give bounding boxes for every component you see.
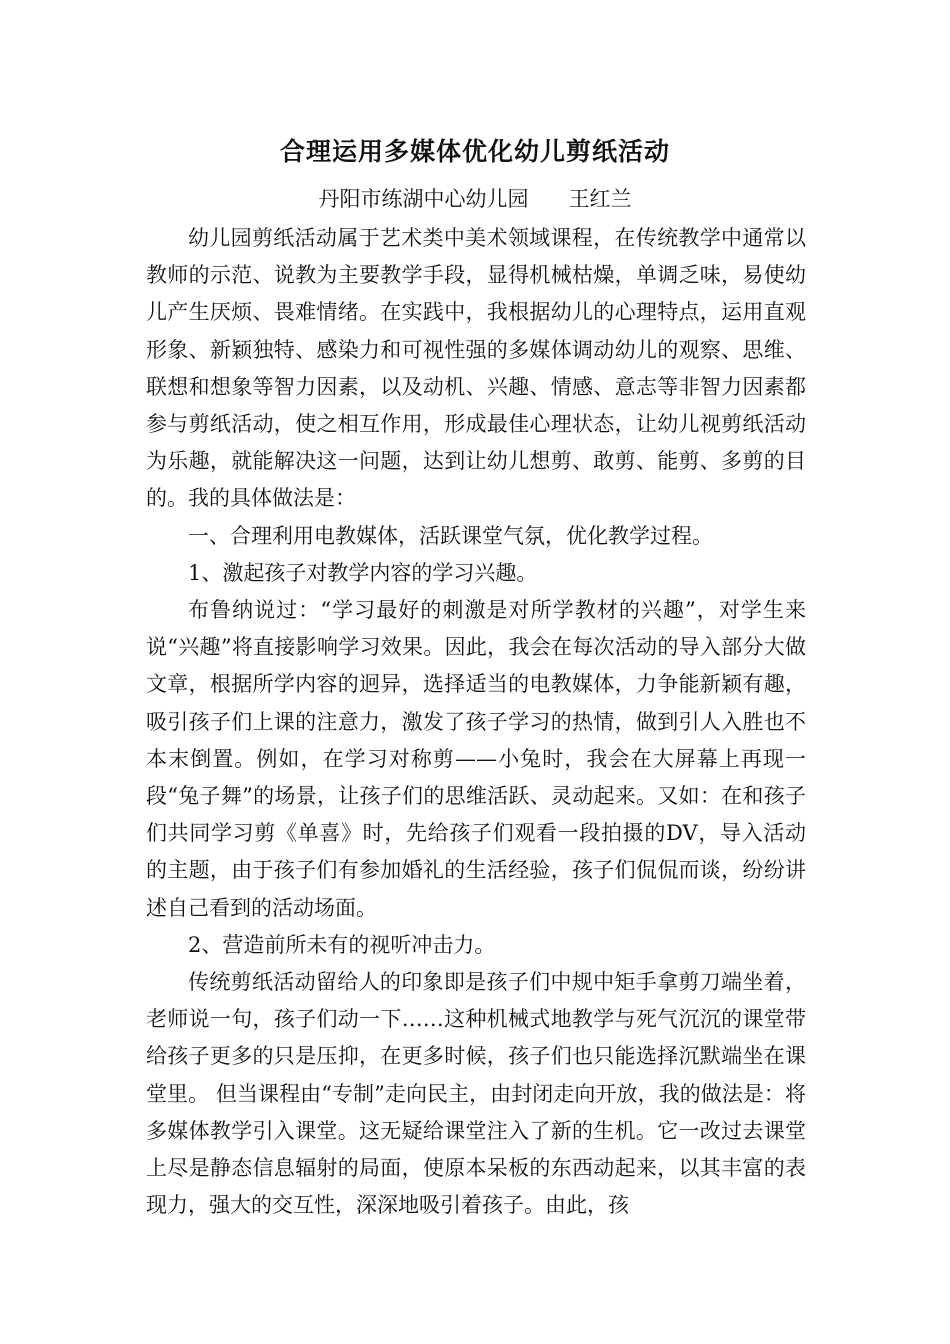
paragraph-intro: 幼儿园剪纸活动属于艺术类中美术领域课程，在传统教学中通常以教师的示范、说教为主要教学手段，显得机械枯燥，单调乏味，易使幼儿产生厌烦、畏难情绪。在实践中，我根据幼儿的心理特点，运用直观形象、新颖独特、感染力和可视性强的多媒体调动幼儿的观察、思维、联想和想象等智力因素，以及动机、兴趣、情感、意志等非智力因素都参与剪纸活动，使之相互作用，形成最佳心理状态，让幼儿视剪纸活动为乐趣，就能解决这一问题，达到让幼儿想剪、敢剪、能剪、多剪的目的。我的具体做法是： (146, 226, 806, 511)
subsection-heading-1: 1、激起孩子对教学内容的学习兴趣。 (188, 560, 538, 585)
document-body (146, 220, 806, 1224)
paragraph-audiovisual: 传统剪纸活动留给人的印象即是孩子们中规中矩手拿剪刀端坐着，老师说一句，孩子们动一下……这种机械式地教学与死气沉沉的课堂带给孩子更多的只是压抑，在更多时候，孩子们也只能选择沉默端坐在课堂里。 但当课程由“专制”走向民主，由封闭走向开放，我的做法是：将多媒体教学引入课堂。这无疑给课堂注入了新的生机。它一改过去课堂上尽是静态信息辐射的局面，使原本呆板的东西动起来，以其丰富的表现力，强大的交互性，深深地吸引着孩子。由此，孩 (146, 970, 806, 1218)
paragraph-interest: 布鲁纳说过：“学习最好的刺激是对所学教材的兴趣”，对学生来说“兴趣”将直接影响学习效果。因此，我会在每次活动的导入部分大做文章，根据所学内容的迥异，选择适当的电教媒体，力争能新颖有趣，吸引孩子们上课的注意力，激发了孩子学习的热情，做到引人入胜也不本末倒置。例如，在学习对称剪——小兔时，我会在大屏幕上再现一段“兔子舞”的场景，让孩子们的思维活跃、灵动起来。又如：在和孩子们共同学习剪《单喜》时，先给孩子们观看一段拍摄的DV，导入活动的主题，由于孩子们有参加婚礼的生活经验，孩子们侃侃而谈，纷纷讲述自己看到的活动场面。 (146, 598, 806, 920)
author-name: 王红兰 (568, 187, 632, 211)
document-title: 合理运用多媒体优化幼儿剪纸活动 (279, 137, 670, 166)
author-line (0, 183, 950, 215)
section-heading-1: 一、合理利用电教媒体，活跃课堂气氛，优化教学过程。 (188, 523, 713, 548)
subsection-heading-2: 2、营造前所未有的视听冲击力。 (188, 932, 496, 957)
author-organization: 丹阳市练湖中心幼儿园 (318, 187, 529, 211)
